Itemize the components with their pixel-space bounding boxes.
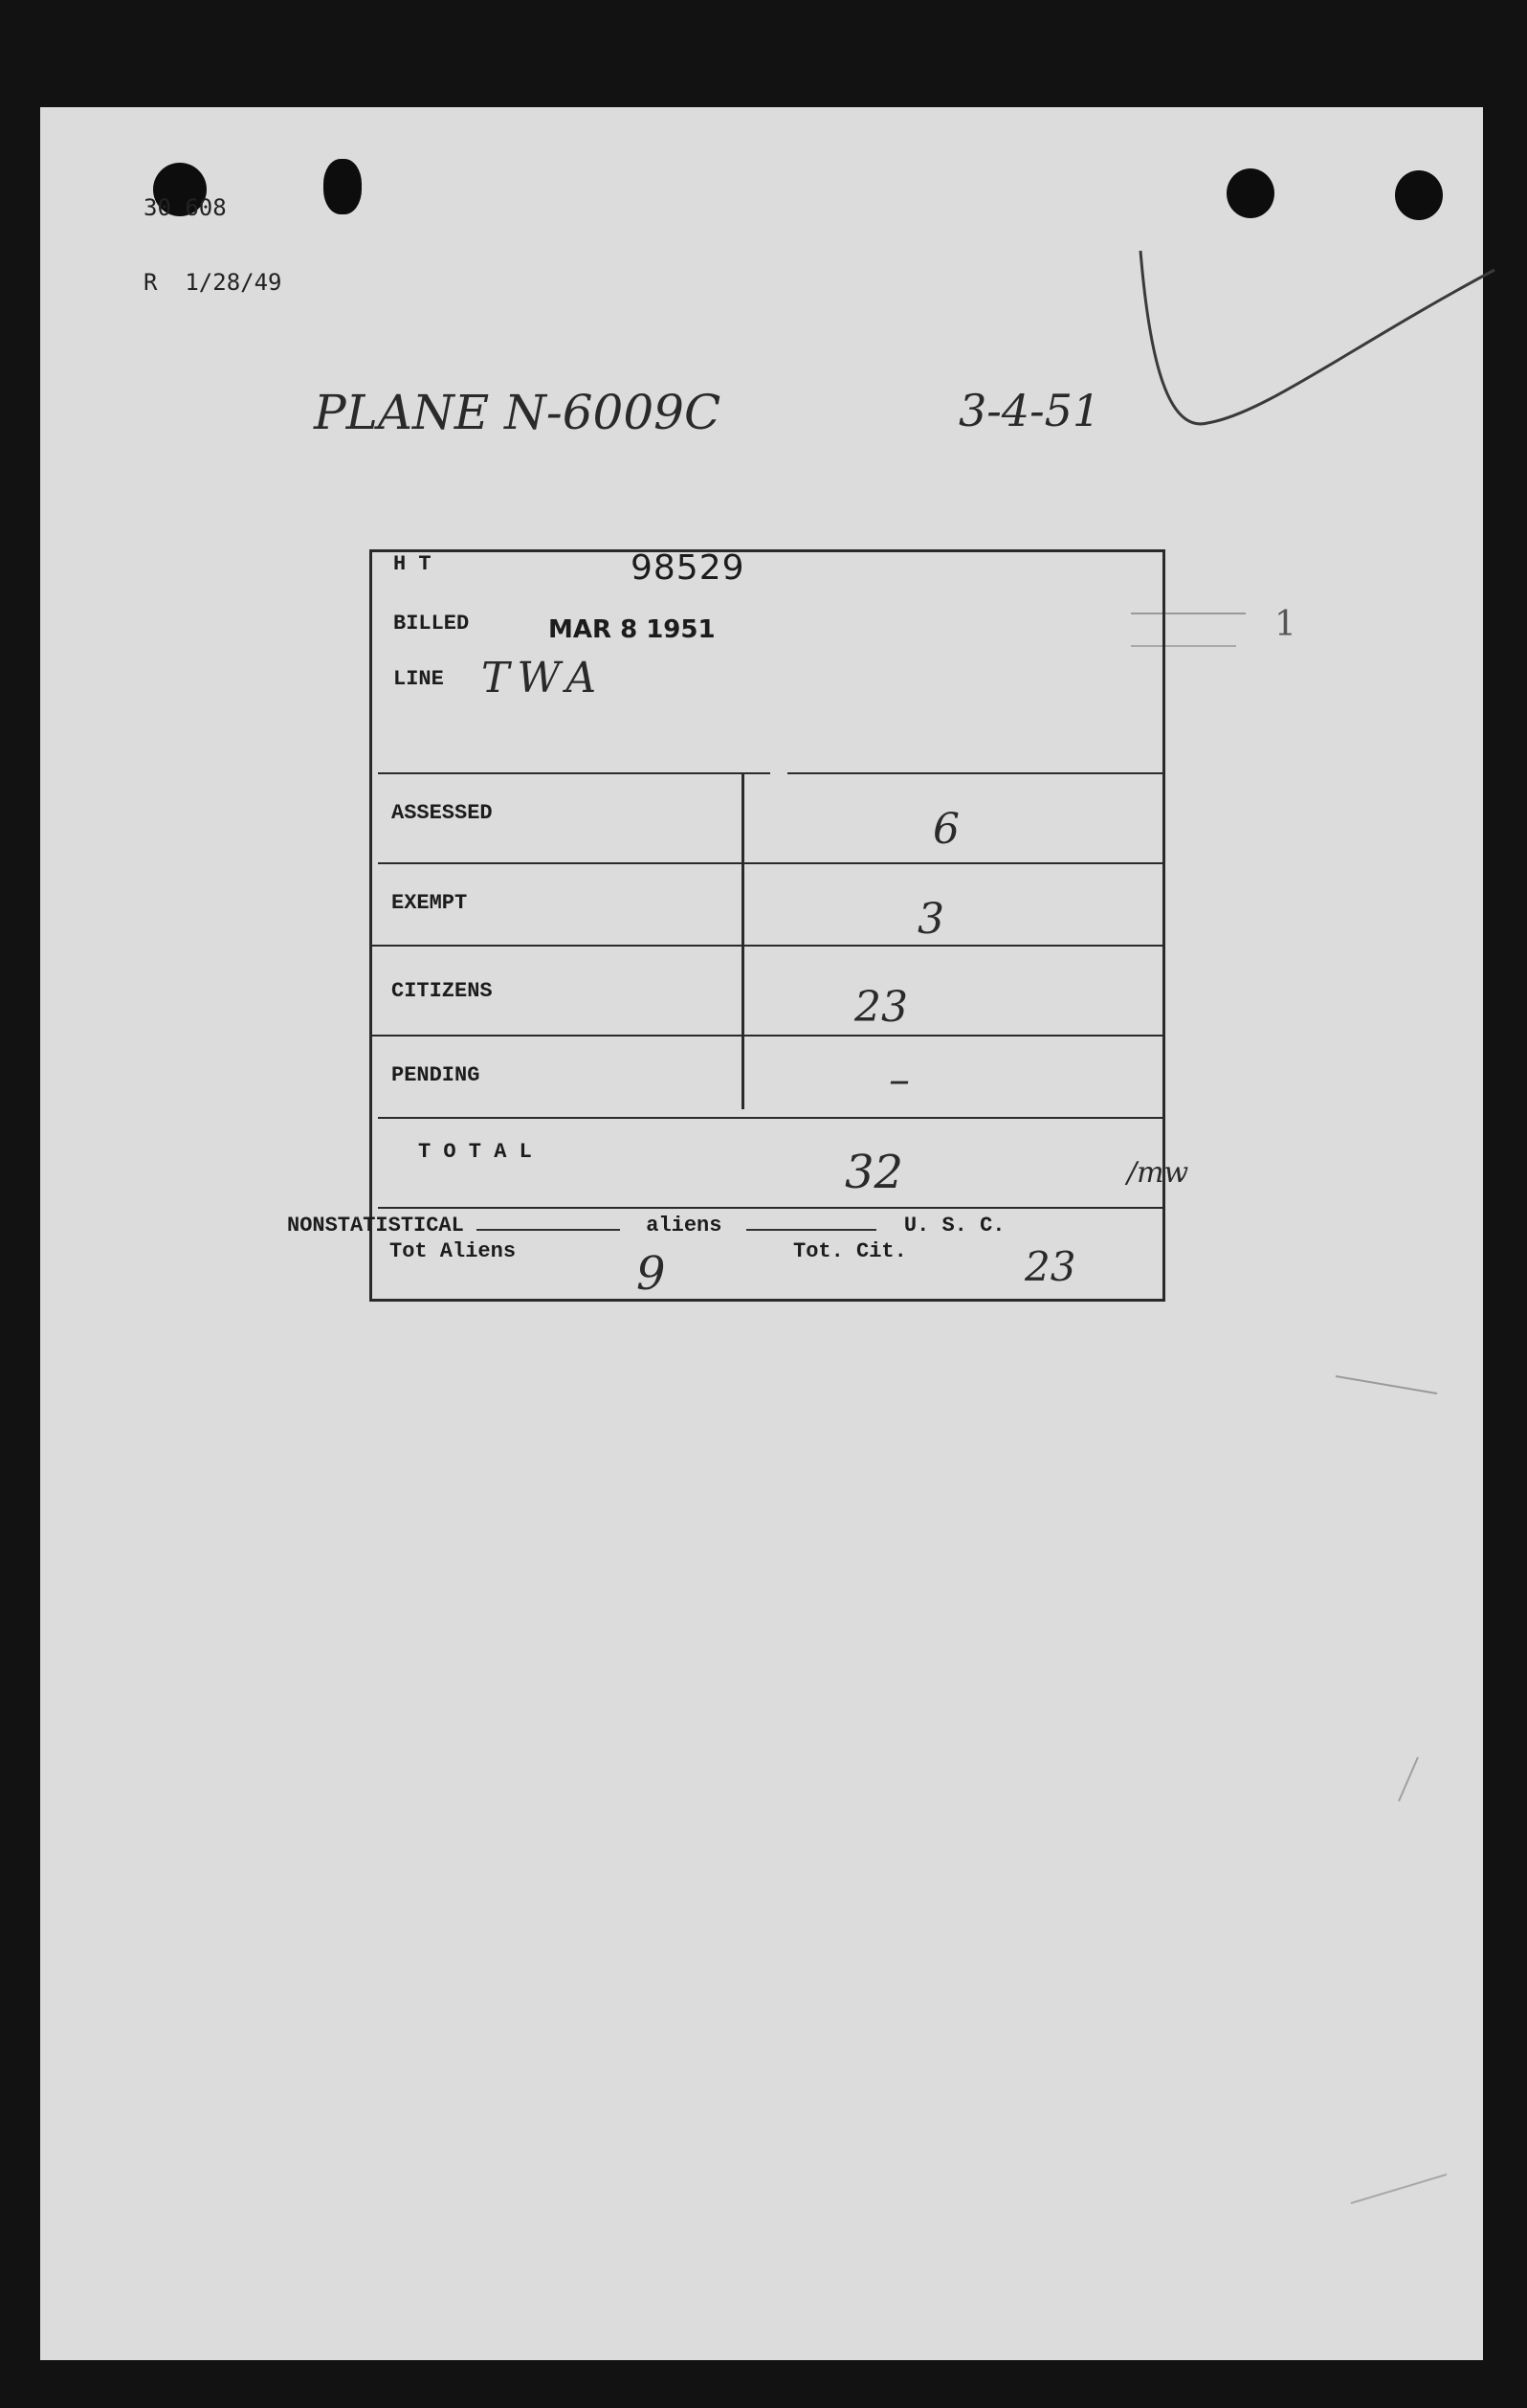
row-label-exempt: EXEMPT (391, 891, 468, 915)
row-divider (378, 862, 1162, 864)
form-number: 30 608 (144, 194, 227, 221)
total-label: T O T A L (418, 1140, 532, 1164)
aliens-blank (746, 1229, 876, 1231)
tot-aliens-value: 9 (636, 1247, 666, 1301)
row-label-citizens: CITIZENS (391, 979, 493, 1003)
row-divider (378, 1207, 1162, 1209)
ht-number: 98529 (631, 548, 745, 588)
billed-stamp: MAR 8 1951 (548, 615, 716, 644)
tot-cit-label: Tot. Cit. (793, 1239, 907, 1263)
line-value: TWA (481, 654, 605, 702)
billed-label: BILLED (393, 612, 470, 635)
row-label-pending: PENDING (391, 1063, 480, 1087)
column-divider (741, 774, 744, 1109)
aliens-label: aliens (646, 1214, 722, 1237)
row-value-assessed: 6 (933, 805, 960, 854)
nonstatistical-label: NONSTATISTICAL (287, 1214, 464, 1237)
document-page (40, 107, 1483, 2360)
tot-cit-value: 23 (1025, 1243, 1076, 1290)
form-revision: R 1/28/49 (144, 269, 282, 296)
clerk-initials: /mw (1127, 1156, 1189, 1190)
manifest-card (369, 549, 1165, 1302)
row-value-pending: – (889, 1056, 910, 1104)
punch-hole (1395, 170, 1443, 220)
plane-id: PLANE N-6009C (314, 385, 721, 440)
punch-hole (1227, 168, 1274, 218)
stray-mark (1341, 2155, 1456, 2213)
row-divider (372, 1035, 1162, 1037)
tot-aliens-label: Tot Aliens (389, 1239, 517, 1263)
line-label: LINE (393, 667, 444, 691)
row-label-assessed: ASSESSED (391, 801, 493, 825)
row-divider (787, 772, 1162, 774)
stray-mark (1332, 1371, 1447, 1399)
stray-mark (1389, 1753, 1427, 1811)
row-divider (378, 1117, 1162, 1119)
margin-number: 1 (1274, 605, 1296, 644)
row-value-citizens: 23 (854, 983, 908, 1032)
handwritten-date: 3-4-51 (959, 385, 1101, 436)
ht-label: H T (393, 552, 432, 576)
total-value: 32 (845, 1146, 904, 1199)
form-reference (144, 145, 282, 345)
row-value-exempt: 3 (918, 895, 944, 944)
nonstatistical-line (287, 1214, 1006, 1237)
punch-hole (323, 159, 362, 214)
usc-label: U. S. C. (903, 1214, 1006, 1237)
nonstatistical-blank (476, 1229, 620, 1231)
check-mark-icon (1131, 232, 1514, 519)
row-divider (372, 945, 1162, 947)
row-divider (378, 772, 770, 774)
